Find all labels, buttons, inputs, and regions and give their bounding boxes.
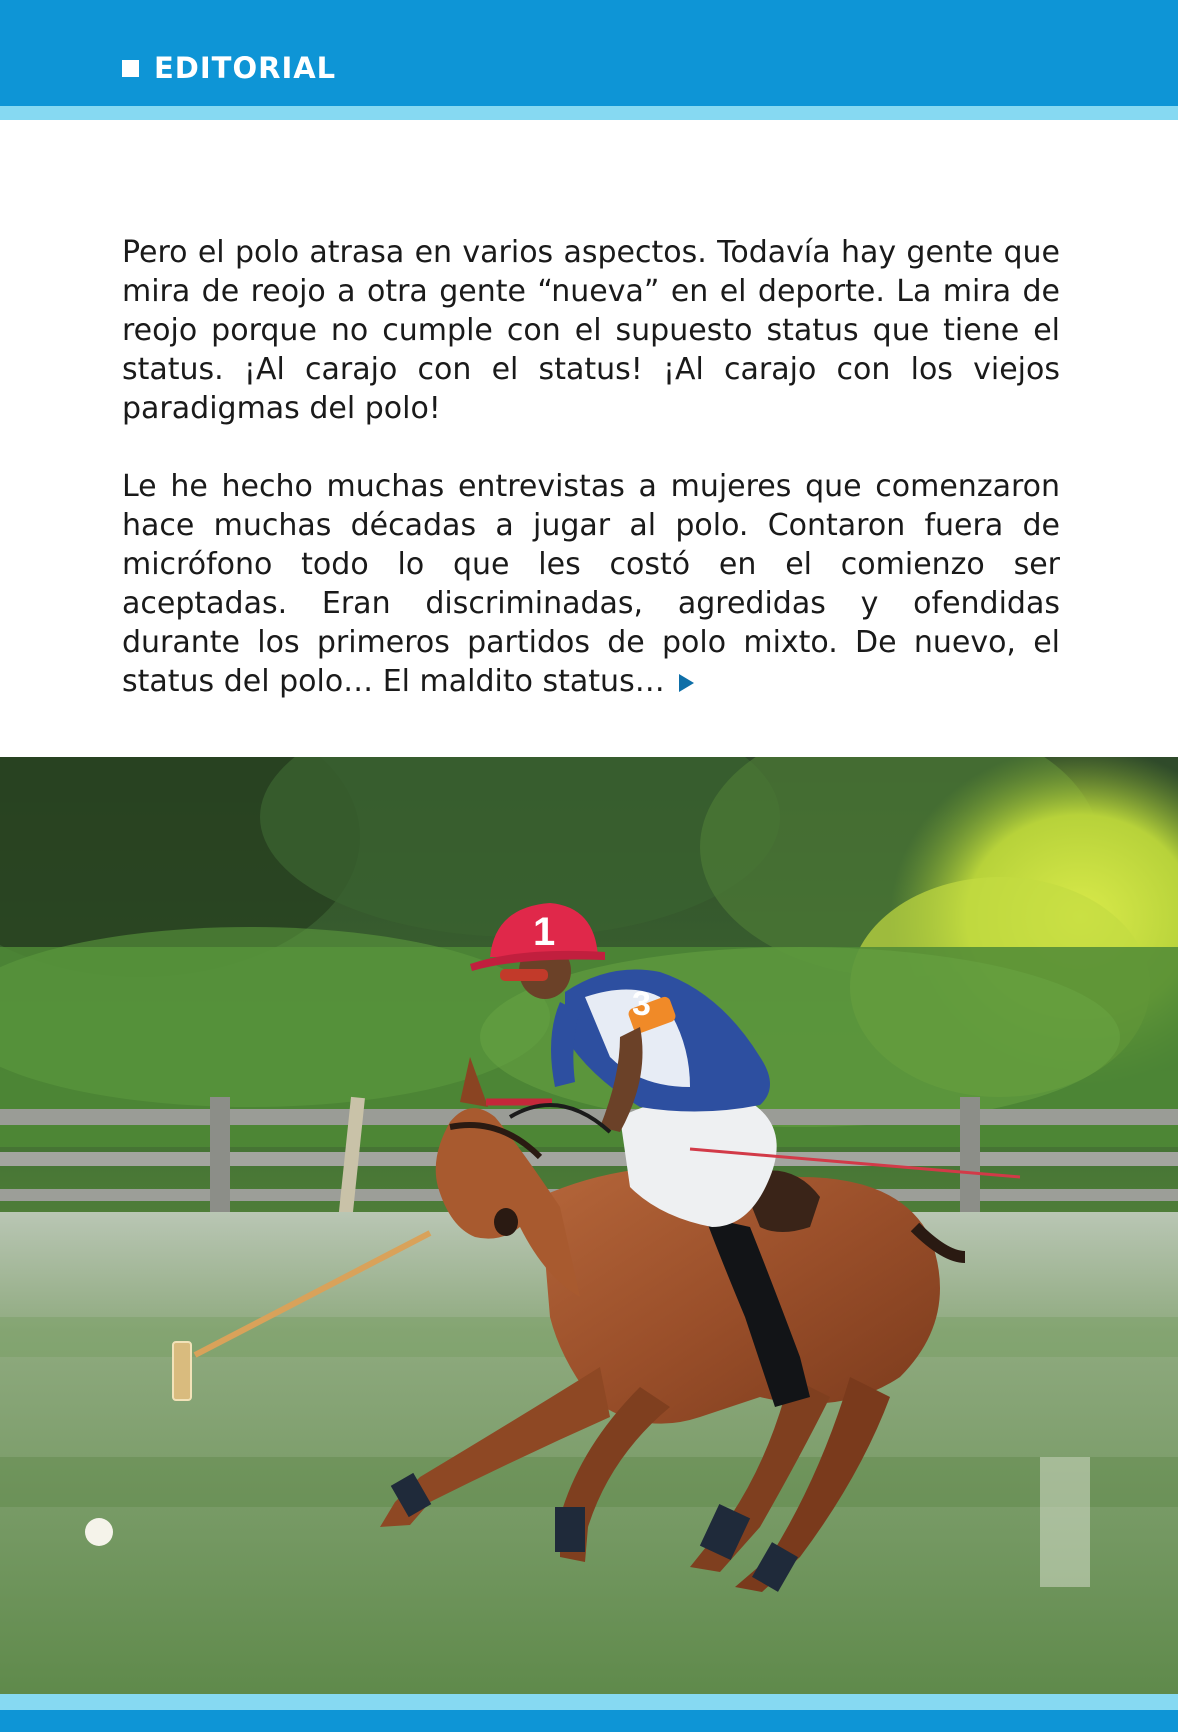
section-title: EDITORIAL: [154, 51, 337, 85]
paragraph: [122, 467, 1060, 701]
paragraph: Pero el polo atrasa en varios aspectos. Todavía hay gente que mira de reojo a otra gente “nueva” en el deporte. La mira de reojo porque no cumple con el supuesto status que tiene el status. ¡Al carajo con el status! ¡Al carajo con los viejos paradigmas del polo!: [122, 235, 1060, 426]
paragraph-text: Le he hecho muchas entrevistas a mujeres que comenzaron hace muchas décadas a jugar al polo. Contaron fuera de micrófono todo lo que les costó en el comienzo ser aceptadas. Eran discriminadas, agredidas y ofendidas durante los primeros partidos de polo mixto. De nuevo, el status del polo… El maldito status…: [122, 469, 1060, 699]
header-bar: [0, 0, 1178, 106]
polo-photo: [0, 757, 1178, 1694]
helmet-number: 1: [533, 910, 556, 954]
article-body: [122, 233, 1060, 701]
footer-bar: [0, 1710, 1178, 1732]
triangle-right-icon: [679, 674, 694, 692]
polo-player-illustration: [0, 757, 1178, 1694]
jersey-number: 3: [632, 985, 651, 1023]
section-label: [122, 50, 336, 86]
footer-stripe: [0, 1694, 1178, 1710]
square-bullet-icon: [122, 60, 139, 77]
header-stripe: [0, 106, 1178, 120]
